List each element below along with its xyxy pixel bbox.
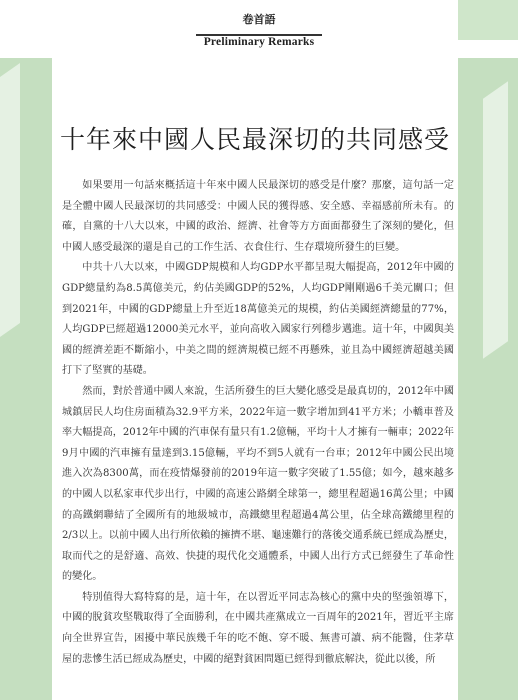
section-tag: 卷首語 bbox=[242, 13, 276, 26]
paragraph-4: 特別值得大寫特寫的是，這十年，在以習近平同志為核心的黨中央的堅強領導下，中國的脫貧攻堅戰取得了全面勝利，在中國共產黨成立一百周年的2021年，習近平主席向全世界宣告，困擾中華民族幾千年的吃不飽、穿不暖、無書可讀、病不能醫，住茅草屋的悲慘生活已經成為歷史，中國的絕對貧困問題已經得到徹底解決，從此以後，所 bbox=[62, 591, 454, 665]
paragraph-3: 然而，對於普通中國人來說，生活所發生的巨大變化感受是最真切的，2012年中國城鎮居民人均住房面積為32.9平方米，2022年這一數字增加到41平方米；小轎車普及率大幅提高，2012年中國的汽車保有量只有1.2億輛，平均十人才擁有一輛車；2022年9月中國的汽車擁有量達到3.15億輛，平均不到5人就有一台車；2012年中國公民出境進入次為8300萬，而在疫情爆發前的2019年這一數字突破了1.55億；如今，越來越多的中國人以私家車代步出行，中國的高速公路網全球第一，總里程超過16萬公里；中國的高鐵網聯結了全國所有的地級城市，高鐵總里程超過4萬公里，佔全球高鐵總里程的2/3以上。以前中國人出行所依賴的擁擠不堪、龜速難行的落後交通系統已經成為歷史，取而代之的是舒適、高效、快捷的現代化交通體系，中國人出行方式已經發生了革命性的變化。 bbox=[62, 385, 454, 583]
section-english-title: Preliminary Remarks bbox=[203, 36, 315, 48]
paragraph-2: 中共十八大以來，中國GDP規模和人均GDP水平都呈現大幅提高，2012年中國的GDP總量約為8.5萬億美元，約佔美國GDP的52%，人均GDP剛剛過6千美元關口；但到2021年，中國的GDP總量上升至近18萬億美元的規模，約佔美國經濟總量的77%，人均GDP已經超過12000美元水平，並向高收入國家行列穩步邁進。這十年，中國與美國的經濟差距不斷縮小，中美之間的經濟規模已經不再懸殊，並且為中國經濟超越美國打下了堅實的基礎。 bbox=[62, 262, 454, 377]
left-diagonal-accent bbox=[0, 63, 20, 337]
paragraph-1: 如果要用一句話來概括這十年來中國人民最深切的感受是什麼？那麼，這句話一定是全體中國人民最深切的共同感受：中國人民的獲得感、安全感、幸福感前所未有。的確，自黨的十八大以來，中國的政治、經濟、社會等方方面面都發生了深刻的變化，但中國人感受最深的還是自己的工作生活、衣食住行、生存環境所發生的巨變。 bbox=[62, 180, 454, 253]
article-page bbox=[52, 58, 458, 700]
right-diagonal-accent bbox=[483, 81, 508, 359]
article-body bbox=[62, 176, 454, 670]
header-divider-top bbox=[196, 34, 322, 36]
article-title: 十年來中國人民最深切的共同感受 bbox=[59, 125, 450, 154]
decorative-corner bbox=[458, 0, 518, 40]
section-header bbox=[196, 0, 322, 58]
